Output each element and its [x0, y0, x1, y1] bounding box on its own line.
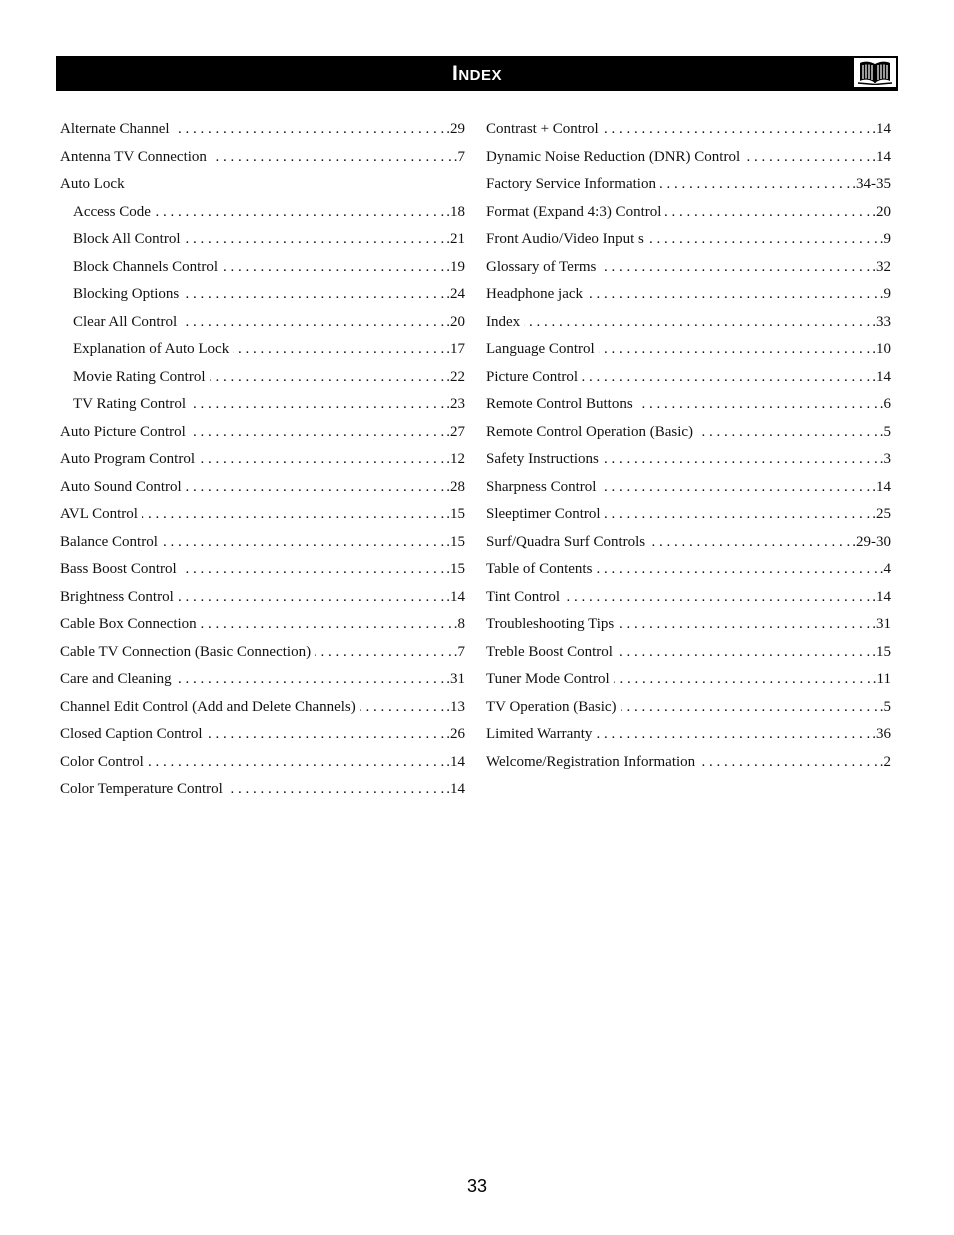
index-entry-label: Dynamic Noise Reduction (DNR) Control	[486, 148, 741, 165]
index-entry-page: .36	[872, 726, 891, 742]
index-entry	[60, 776, 465, 804]
dot-leader	[600, 254, 870, 282]
index-entry-page: .29-30	[852, 533, 891, 550]
index-entry	[60, 144, 465, 172]
index-entry-label: Table of Contents	[486, 561, 593, 577]
page-title: Index	[451, 62, 502, 85]
index-entry	[486, 309, 891, 337]
index-entry-label: Color Temperature Control	[60, 781, 223, 797]
index-entry-label: AVL Control	[60, 506, 138, 522]
index-entry	[60, 309, 465, 337]
dot-leader	[605, 501, 871, 529]
index-entry	[486, 281, 891, 309]
index-entry	[486, 749, 891, 777]
index-entry-page: .15	[872, 643, 891, 660]
index-entry	[60, 199, 465, 227]
index-entry-label: Auto Picture Control	[60, 423, 186, 440]
dot-leader	[360, 694, 444, 722]
index-entry	[60, 611, 465, 639]
index-entry-page: .14	[872, 478, 891, 495]
index-entry-page: .25	[872, 506, 891, 522]
index-entry	[486, 116, 891, 144]
index-entry-label: Headphone jack	[486, 286, 584, 302]
dot-leader	[600, 474, 870, 502]
index-entry-label: Glossary of Terms	[486, 258, 597, 275]
index-entry-label: Closed Caption Control	[60, 726, 203, 742]
index-entry-label: Treble Boost Control	[486, 643, 613, 660]
index-entry-page: .18	[446, 203, 465, 220]
index-entry	[486, 694, 891, 722]
index-entry-label: Front Audio/Video Input s	[486, 231, 644, 247]
index-entry	[60, 501, 465, 529]
index-entry-page: .26	[446, 726, 465, 742]
index-entry	[486, 721, 891, 749]
index-entry-page: .7	[453, 643, 465, 660]
dot-leader	[227, 776, 444, 804]
dot-leader	[617, 639, 870, 667]
index-entry-label: Movie Rating Control	[73, 368, 206, 385]
index-entry	[60, 529, 465, 557]
index-entry-page: .13	[446, 698, 465, 715]
index-entry-label: Explanation of Auto Lock	[73, 341, 230, 357]
index-entry	[486, 446, 891, 474]
dot-leader	[186, 474, 445, 502]
index-entry-page: .11	[872, 671, 891, 687]
dot-leader	[315, 639, 452, 667]
index-entry-label: Block Channels Control	[73, 258, 218, 275]
index-column-right	[486, 116, 891, 776]
index-entry-label: Tint Control	[486, 588, 561, 605]
dot-leader	[648, 226, 878, 254]
dot-leader	[207, 721, 445, 749]
dot-leader	[199, 446, 444, 474]
index-entry-label: Auto Lock	[60, 176, 125, 192]
index-entry-page: .31	[446, 671, 465, 687]
index-entry-label: TV Operation (Basic)	[486, 698, 617, 715]
dot-leader	[665, 199, 870, 227]
index-entry-label: Auto Program Control	[60, 451, 195, 467]
dot-leader	[201, 611, 452, 639]
index-entry-label: Balance Control	[60, 533, 158, 550]
index-entry-page: .3	[879, 451, 891, 467]
index-entry	[60, 336, 465, 364]
index-entry-label: Tuner Mode Control	[486, 671, 610, 687]
dot-leader	[181, 309, 444, 337]
index-entry-page: .24	[446, 286, 465, 302]
index-entry-label: Auto Sound Control	[60, 478, 182, 495]
index-entry	[486, 391, 891, 419]
index-entry	[60, 749, 465, 777]
dot-leader	[582, 364, 870, 392]
index-entry-page: .23	[446, 396, 465, 412]
dot-leader	[210, 364, 445, 392]
index-entry-label: Block All Control	[73, 231, 181, 247]
dot-leader	[181, 556, 445, 584]
index-entry	[486, 529, 891, 557]
index-entry-label: Factory Service Information	[486, 176, 656, 192]
index-entry-page: .33	[872, 313, 891, 330]
index-entry-page: .14	[872, 588, 891, 605]
index-entry	[486, 254, 891, 282]
index-entry-page: .17	[446, 341, 465, 357]
dot-leader	[614, 666, 871, 694]
dot-leader	[222, 254, 444, 282]
index-entry-label: Safety Instructions	[486, 451, 599, 467]
index-entry-label: Cable Box Connection	[60, 616, 197, 632]
index-entry-label: Picture Control	[486, 368, 579, 385]
index-entry	[486, 226, 891, 254]
index-entry-label: TV Rating Control	[73, 396, 187, 412]
index-entry-page: .7	[453, 148, 465, 165]
index-entry	[486, 666, 891, 694]
dot-leader	[618, 611, 870, 639]
index-entry-label: Brightness Control	[60, 588, 174, 605]
index-entry-label: Cable TV Connection (Basic Connection)	[60, 643, 312, 660]
page-number: 33	[466, 1176, 488, 1196]
index-entry-page: .15	[446, 506, 465, 522]
index-entry-page: .9	[879, 231, 891, 247]
index-entry-page: .9	[879, 286, 891, 302]
index-entry-label: Language Control	[486, 341, 595, 357]
index-entry-label: Troubleshooting Tips	[486, 616, 615, 632]
index-entry-page: .21	[446, 231, 465, 247]
index-entry-page: .10	[872, 341, 891, 357]
dot-leader	[637, 391, 878, 419]
index-entry-page: .15	[446, 533, 465, 550]
dot-leader	[183, 281, 444, 309]
index-entry	[486, 144, 891, 172]
index-entry-label: Surf/Quadra Surf Controls	[486, 533, 646, 550]
index-entry	[60, 419, 465, 447]
index-entry	[486, 419, 891, 447]
index-entry	[486, 611, 891, 639]
dot-leader	[148, 749, 444, 777]
index-entry-page: .14	[446, 781, 465, 797]
index-entry-page: .14	[872, 368, 891, 385]
index-entry-page: .14	[872, 148, 891, 165]
index-entry	[60, 226, 465, 254]
index-entry	[486, 474, 891, 502]
index-entry-page: .6	[879, 396, 891, 412]
index-entry-label: Welcome/Registration Information	[486, 753, 696, 770]
index-entry-page: .15	[446, 561, 465, 577]
index-entry-page: .34-35	[852, 176, 891, 192]
index-entry	[60, 556, 465, 584]
index-entry-label: Remote Control Operation (Basic)	[486, 423, 694, 440]
index-entry	[60, 666, 465, 694]
index-entry-page: .32	[872, 258, 891, 275]
dot-leader	[211, 144, 452, 172]
index-entry-label: Clear All Control	[73, 313, 178, 330]
dot-leader	[185, 226, 445, 254]
index-entry-label: Access Code	[73, 203, 151, 220]
index-entry-label: Blocking Options	[73, 286, 180, 302]
dot-leader	[155, 199, 444, 227]
index-entry	[486, 336, 891, 364]
dot-leader	[699, 749, 878, 777]
index-entry	[60, 281, 465, 309]
index-entry-page: .4	[879, 561, 891, 577]
index-entry-label: Care and Cleaning	[60, 671, 172, 687]
dot-leader	[697, 419, 878, 447]
open-book-icon	[853, 57, 897, 88]
index-entry-page: .31	[872, 616, 891, 632]
dot-leader	[564, 584, 870, 612]
index-entry-page: .22	[446, 368, 465, 385]
dot-leader	[190, 391, 444, 419]
index-entry-page: .19	[446, 258, 465, 275]
index-entry-page: .12	[446, 451, 465, 467]
index-entry-page: .2	[879, 753, 891, 770]
header-bar	[56, 56, 898, 91]
index-entry-page: .5	[879, 423, 891, 440]
dot-leader	[142, 501, 444, 529]
dot-leader	[174, 116, 445, 144]
index-entry	[60, 364, 465, 392]
index-entry-label: Index	[486, 313, 521, 330]
index-entry	[60, 474, 465, 502]
index-entry	[60, 116, 465, 144]
index-entry-label: Antenna TV Connection	[60, 148, 207, 165]
dot-leader	[587, 281, 878, 309]
index-entry-label: Color Control	[60, 753, 144, 770]
dot-leader	[524, 309, 870, 337]
dot-leader	[162, 529, 444, 557]
index-entry-label: Alternate Channel	[60, 121, 170, 137]
dot-leader	[621, 694, 878, 722]
index-entry	[486, 199, 891, 227]
index-entry	[60, 584, 465, 612]
index-entry-page: .20	[872, 203, 891, 220]
dot-leader	[603, 116, 871, 144]
dot-leader	[744, 144, 870, 172]
index-entry-label: Limited Warranty	[486, 726, 593, 742]
index-entry	[486, 584, 891, 612]
index-entry-page: .8	[453, 616, 465, 632]
index-entry-page: .14	[446, 753, 465, 770]
index-entry	[60, 721, 465, 749]
dot-leader	[649, 529, 850, 557]
index-entry	[60, 639, 465, 667]
index-entry	[60, 254, 465, 282]
index-entry-label: Contrast + Control	[486, 121, 599, 137]
dot-leader	[176, 666, 445, 694]
index-entry	[60, 446, 465, 474]
index-entry-label: Sleeptimer Control	[486, 506, 601, 522]
dot-leader	[178, 584, 444, 612]
index-entry-page: .14	[446, 588, 465, 605]
index-entry	[486, 364, 891, 392]
index-entry	[60, 694, 465, 722]
index-entry-label: Bass Boost Control	[60, 561, 177, 577]
dot-leader	[190, 419, 444, 447]
index-entry-label: Format (Expand 4:3) Control	[486, 203, 662, 220]
index-entry-page: .5	[879, 698, 891, 715]
index-entry	[486, 171, 891, 199]
index-entry-label: Remote Control Buttons	[486, 396, 633, 412]
index-entry	[60, 391, 465, 419]
index-entry-page: .28	[446, 478, 465, 495]
index-entry-page: .27	[446, 423, 465, 440]
index-column-left	[60, 116, 465, 804]
index-entry-page: .20	[446, 313, 465, 330]
index-entry	[486, 556, 891, 584]
dot-leader	[596, 721, 870, 749]
dot-leader	[596, 556, 877, 584]
dot-leader	[233, 336, 444, 364]
index-entry-page: .29	[446, 121, 465, 137]
index-entry	[486, 501, 891, 529]
index-entry-label: Channel Edit Control (Add and Delete Channels)	[60, 698, 356, 715]
index-entry-label: Sharpness Control	[486, 478, 597, 495]
dot-leader	[603, 446, 878, 474]
index-entry	[60, 171, 465, 199]
index-entry	[486, 639, 891, 667]
dot-leader	[660, 171, 850, 199]
index-entry-page: .14	[872, 121, 891, 137]
dot-leader	[599, 336, 871, 364]
